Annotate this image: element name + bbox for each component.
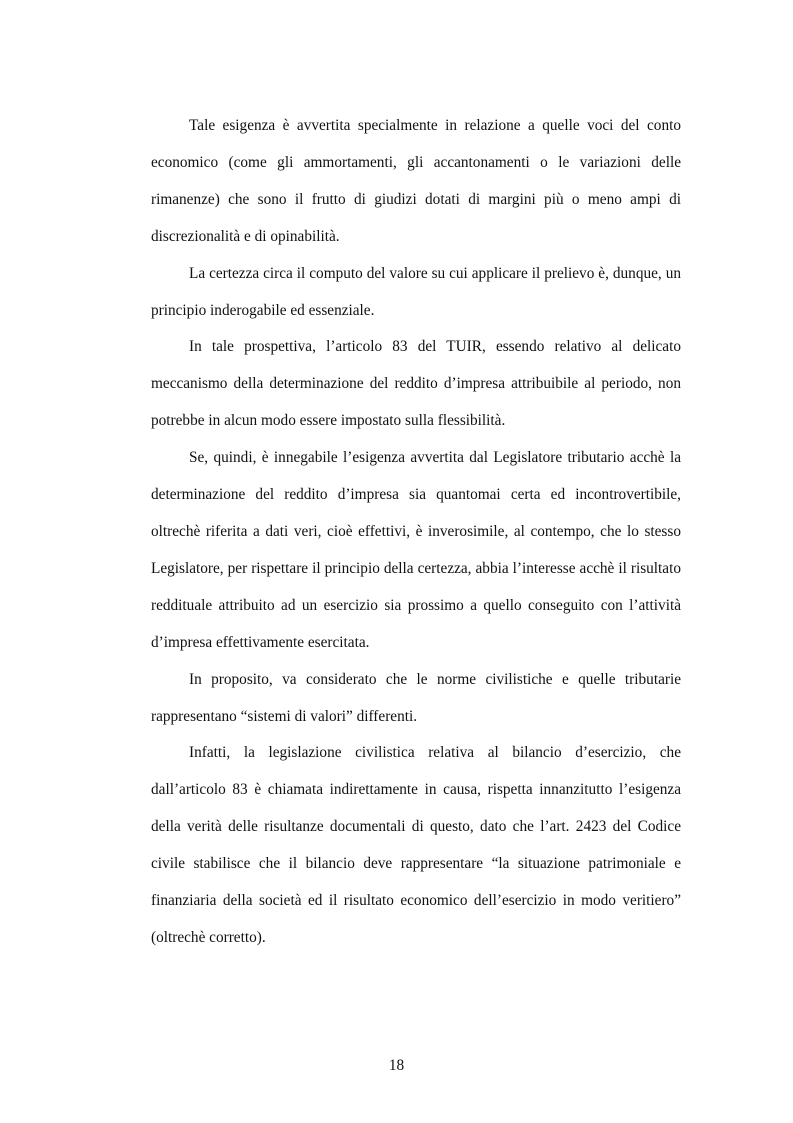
paragraph-3: In tale prospettiva, l’articolo 83 del TUIR, essendo relativo al delicato meccanismo della determinazione del reddito d’impresa attribuibile al periodo, non potrebbe in alcun modo essere impostato sulla flessibilità. [151,338,681,430]
body-text [151,108,681,957]
page-number: 18 [388,1057,405,1074]
paragraph-4: Se, quindi, è innegabile l’esigenza avvertita dal Legislatore tributario acchè la determinazione del reddito d’impresa sia quantomai certa ed incontrovertibile, oltrechè riferita a dati veri, cioè effettivi, è inverosimile, al contempo, che lo stesso Legislatore, per rispettare il principio della certezza, abbia l’interesse acchè il risultato reddituale attribuito ad un esercizio sia prossimo a quello conseguito con l’attività d’impresa effettivamente esercitata. [151,449,681,651]
paragraph-5: In proposito, va considerato che le norme civilistiche e quelle tributarie rappresentano “sistemi di valori” differenti. [151,670,681,725]
paragraph-2: La certezza circa il computo del valore su cui applicare il prelievo è, dunque, un principio inderogabile ed essenziale. [151,264,681,319]
paragraph-1: Tale esigenza è avvertita specialmente in relazione a quelle voci del conto economico (come gli ammortamenti, gli accantonamenti o le variazioni delle rimanenze) che sono il frutto di giudizi dotati di margini più o meno ampi di discrezionalità e di opinabilità. [151,117,681,245]
paragraph-6: Infatti, la legislazione civilistica relativa al bilancio d’esercizio, che dall’articolo 83 è chiamata indirettamente in causa, rispetta innanzitutto l’esigenza della verità delle risultanze documentali di questo, dato che l’art. 2423 del Codice civile stabilisce che il bilancio deve rappresentare “la situazione patrimoniale e finanziaria della società ed il risultato economico dell’esercizio in modo veritiero” (oltrechè corretto). [151,744,681,946]
